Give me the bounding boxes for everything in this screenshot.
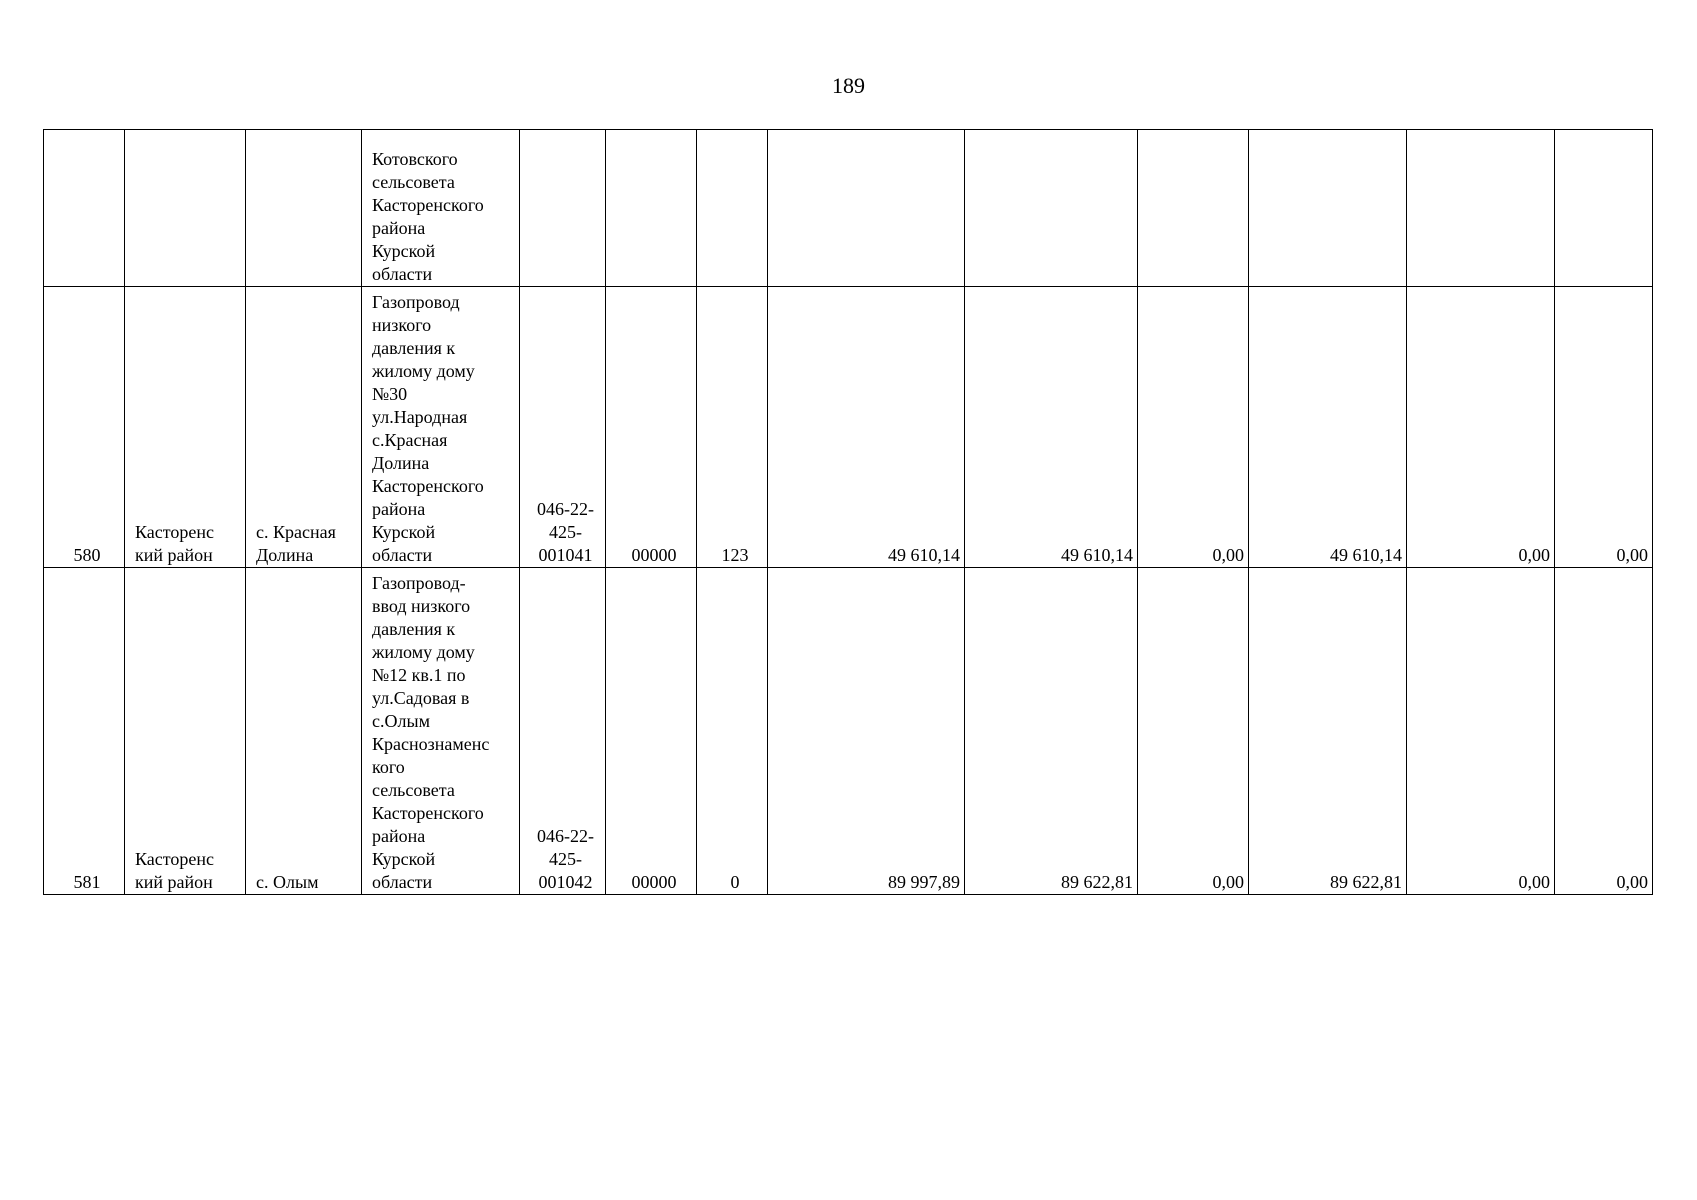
value-cell-5 xyxy=(1407,130,1555,287)
value-cell-2: 89 622,81 xyxy=(965,568,1138,895)
value-cell-2: 49 610,14 xyxy=(965,287,1138,568)
row-number: 580 xyxy=(44,287,125,568)
page-number: 189 xyxy=(832,73,865,98)
k2-cell: 0 xyxy=(697,568,768,895)
registry-table xyxy=(43,129,1653,895)
value-cell-4 xyxy=(1249,130,1407,287)
table-row xyxy=(44,568,1653,895)
code-cell xyxy=(520,130,606,287)
k1-cell: 00000 xyxy=(606,568,697,895)
row-number: 581 xyxy=(44,568,125,895)
value-cell-1: 49 610,14 xyxy=(768,287,965,568)
value-cell-6: 0,00 xyxy=(1555,287,1653,568)
code-cell: 046-22- 425- 001042 xyxy=(520,568,606,895)
settlement-cell: с. Красная Долина xyxy=(246,287,362,568)
table-row xyxy=(44,287,1653,568)
district-cell xyxy=(125,130,246,287)
value-cell-5: 0,00 xyxy=(1407,568,1555,895)
settlement-cell: с. Олым xyxy=(246,568,362,895)
table-row xyxy=(44,130,1653,287)
value-cell-2 xyxy=(965,130,1138,287)
k1-cell: 00000 xyxy=(606,287,697,568)
k2-cell xyxy=(697,130,768,287)
k1-cell xyxy=(606,130,697,287)
description-cell: Котовского сельсовета Касторенского района Курской области xyxy=(362,130,520,287)
value-cell-1 xyxy=(768,130,965,287)
value-cell-3: 0,00 xyxy=(1138,568,1249,895)
description-cell: Газопровод низкого давления к жилому дому №30 ул.Народная с.Красная Долина Касторенского района Курской области xyxy=(362,287,520,568)
row-number xyxy=(44,130,125,287)
k2-cell: 123 xyxy=(697,287,768,568)
district-cell: Касторенс кий район xyxy=(125,287,246,568)
value-cell-4: 89 622,81 xyxy=(1249,568,1407,895)
code-cell: 046-22- 425- 001041 xyxy=(520,287,606,568)
value-cell-6 xyxy=(1555,130,1653,287)
district-cell: Касторенс кий район xyxy=(125,568,246,895)
value-cell-1: 89 997,89 xyxy=(768,568,965,895)
value-cell-5: 0,00 xyxy=(1407,287,1555,568)
value-cell-3 xyxy=(1138,130,1249,287)
value-cell-4: 49 610,14 xyxy=(1249,287,1407,568)
settlement-cell xyxy=(246,130,362,287)
value-cell-6: 0,00 xyxy=(1555,568,1653,895)
description-cell: Газопровод- ввод низкого давления к жилому дому №12 кв.1 по ул.Садовая в с.Олым Краснознаменс кого сельсовета Касторенского района Курской области xyxy=(362,568,520,895)
value-cell-3: 0,00 xyxy=(1138,287,1249,568)
